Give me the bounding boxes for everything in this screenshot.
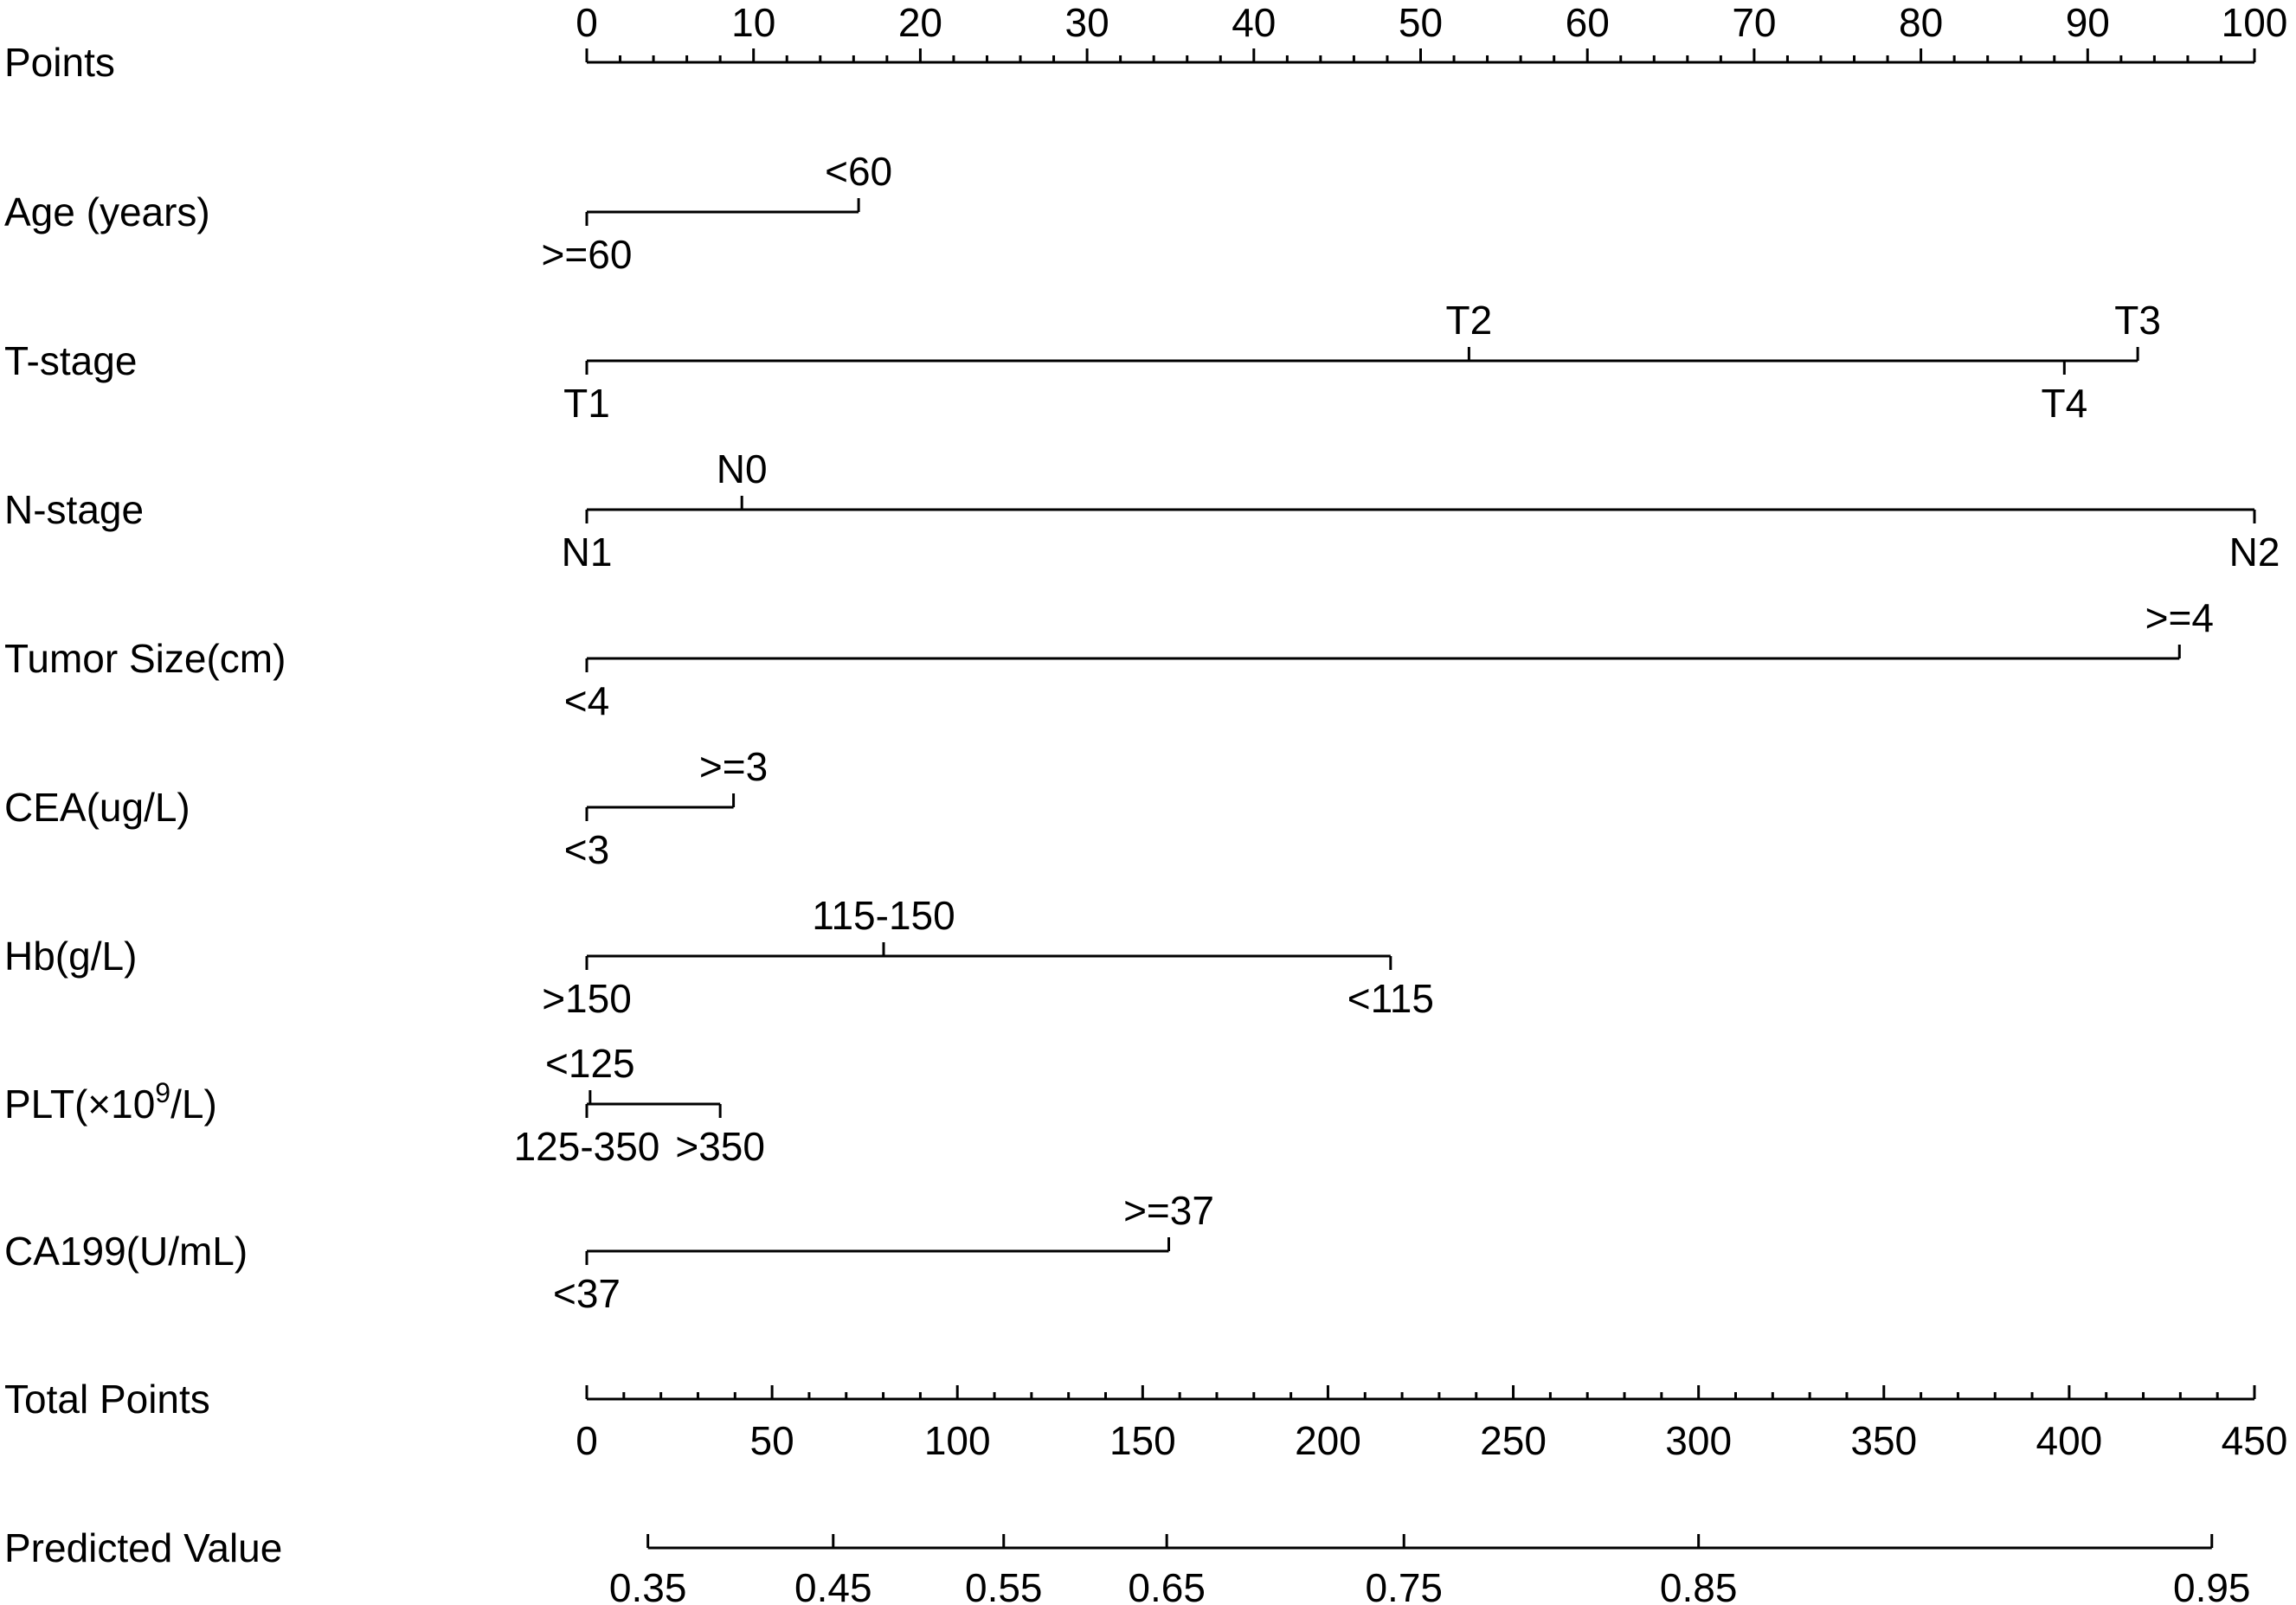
- points-tick-label: 30: [1064, 0, 1109, 45]
- total-points-tick-label: 400: [2036, 1418, 2103, 1463]
- points-tick-label: 50: [1398, 0, 1444, 45]
- points-tick-label: 60: [1565, 0, 1610, 45]
- points-tick-label: 20: [897, 0, 942, 45]
- predicted-tick-label: 0.65: [1128, 1565, 1206, 1605]
- level-label: T2: [1445, 298, 1493, 343]
- total-points-tick-label: 250: [1480, 1418, 1547, 1463]
- variable-label: [4, 1077, 217, 1127]
- predicted-tick-label: 0.75: [1365, 1565, 1443, 1605]
- variable-bars: [514, 149, 2280, 1316]
- level-label: >150: [542, 976, 632, 1021]
- total-points-tick-label: 300: [1665, 1418, 1733, 1463]
- points-tick-label: 90: [2065, 0, 2110, 45]
- points-tick-label: 70: [1732, 0, 1777, 45]
- total-points-tick-label: 150: [1109, 1418, 1176, 1463]
- variable-label: CA199(U/mL): [4, 1229, 248, 1274]
- level-label: N2: [2228, 530, 2280, 575]
- total-points-axis-label: Total Points: [4, 1377, 210, 1422]
- level-label: >=37: [1123, 1188, 1214, 1233]
- points-tick-label: 40: [1232, 0, 1277, 45]
- total-points-tick-label: 0: [576, 1418, 598, 1463]
- variable-label: N-stage: [4, 487, 145, 532]
- level-label: >=3: [698, 744, 769, 789]
- total-points-tick-label: 350: [1850, 1418, 1918, 1463]
- variable-label: T-stage: [4, 338, 138, 383]
- points-tick-label: 0: [576, 0, 598, 45]
- row-labels: [4, 40, 286, 1570]
- level-label: >=60: [541, 232, 633, 277]
- variable-label-main: PLT(×10: [4, 1082, 156, 1127]
- level-label: <60: [825, 149, 893, 194]
- points-tick-label: 10: [731, 0, 776, 45]
- level-label: T4: [2041, 381, 2088, 426]
- points-tick-label: 100: [2221, 0, 2288, 45]
- level-label: T1: [563, 381, 610, 426]
- level-label: >=4: [2145, 595, 2214, 640]
- variable-label: Age (years): [4, 189, 210, 234]
- level-label: T3: [2114, 298, 2161, 343]
- predicted-tick-label: 0.85: [1659, 1565, 1738, 1605]
- points-tick-label: 80: [1899, 0, 1944, 45]
- level-label: <115: [1347, 976, 1434, 1021]
- level-label: >350: [675, 1124, 765, 1169]
- predicted-tick-label: 0.35: [608, 1565, 687, 1605]
- total-points-tick-label: 450: [2221, 1418, 2288, 1463]
- variable-label: Tumor Size(cm): [4, 636, 286, 681]
- variable-label-end: /L): [170, 1082, 217, 1127]
- level-label: <4: [563, 678, 610, 723]
- axes: [576, 0, 2287, 1605]
- predicted-axis-label: Predicted Value: [4, 1525, 283, 1570]
- predicted-tick-label: 0.45: [794, 1565, 872, 1605]
- total-points-tick-label: 50: [749, 1418, 794, 1463]
- predicted-tick-label: 0.55: [964, 1565, 1043, 1605]
- predicted-tick-label: 0.95: [2172, 1565, 2251, 1605]
- variable-label-superscript: 9: [155, 1077, 171, 1108]
- level-label: <3: [563, 827, 610, 872]
- level-label: <125: [545, 1041, 635, 1086]
- variable-label: Hb(g/L): [4, 934, 138, 979]
- level-label: 125-350: [513, 1124, 660, 1169]
- total-points-tick-label: 100: [923, 1418, 991, 1463]
- level-label: <37: [552, 1271, 621, 1316]
- level-label: N1: [561, 530, 613, 575]
- total-points-tick-label: 200: [1295, 1418, 1361, 1463]
- variable-label: CEA(ug/L): [4, 785, 190, 830]
- level-label: N0: [716, 446, 768, 491]
- level-label: 115-150: [812, 893, 955, 938]
- points-axis-label: Points: [4, 40, 115, 85]
